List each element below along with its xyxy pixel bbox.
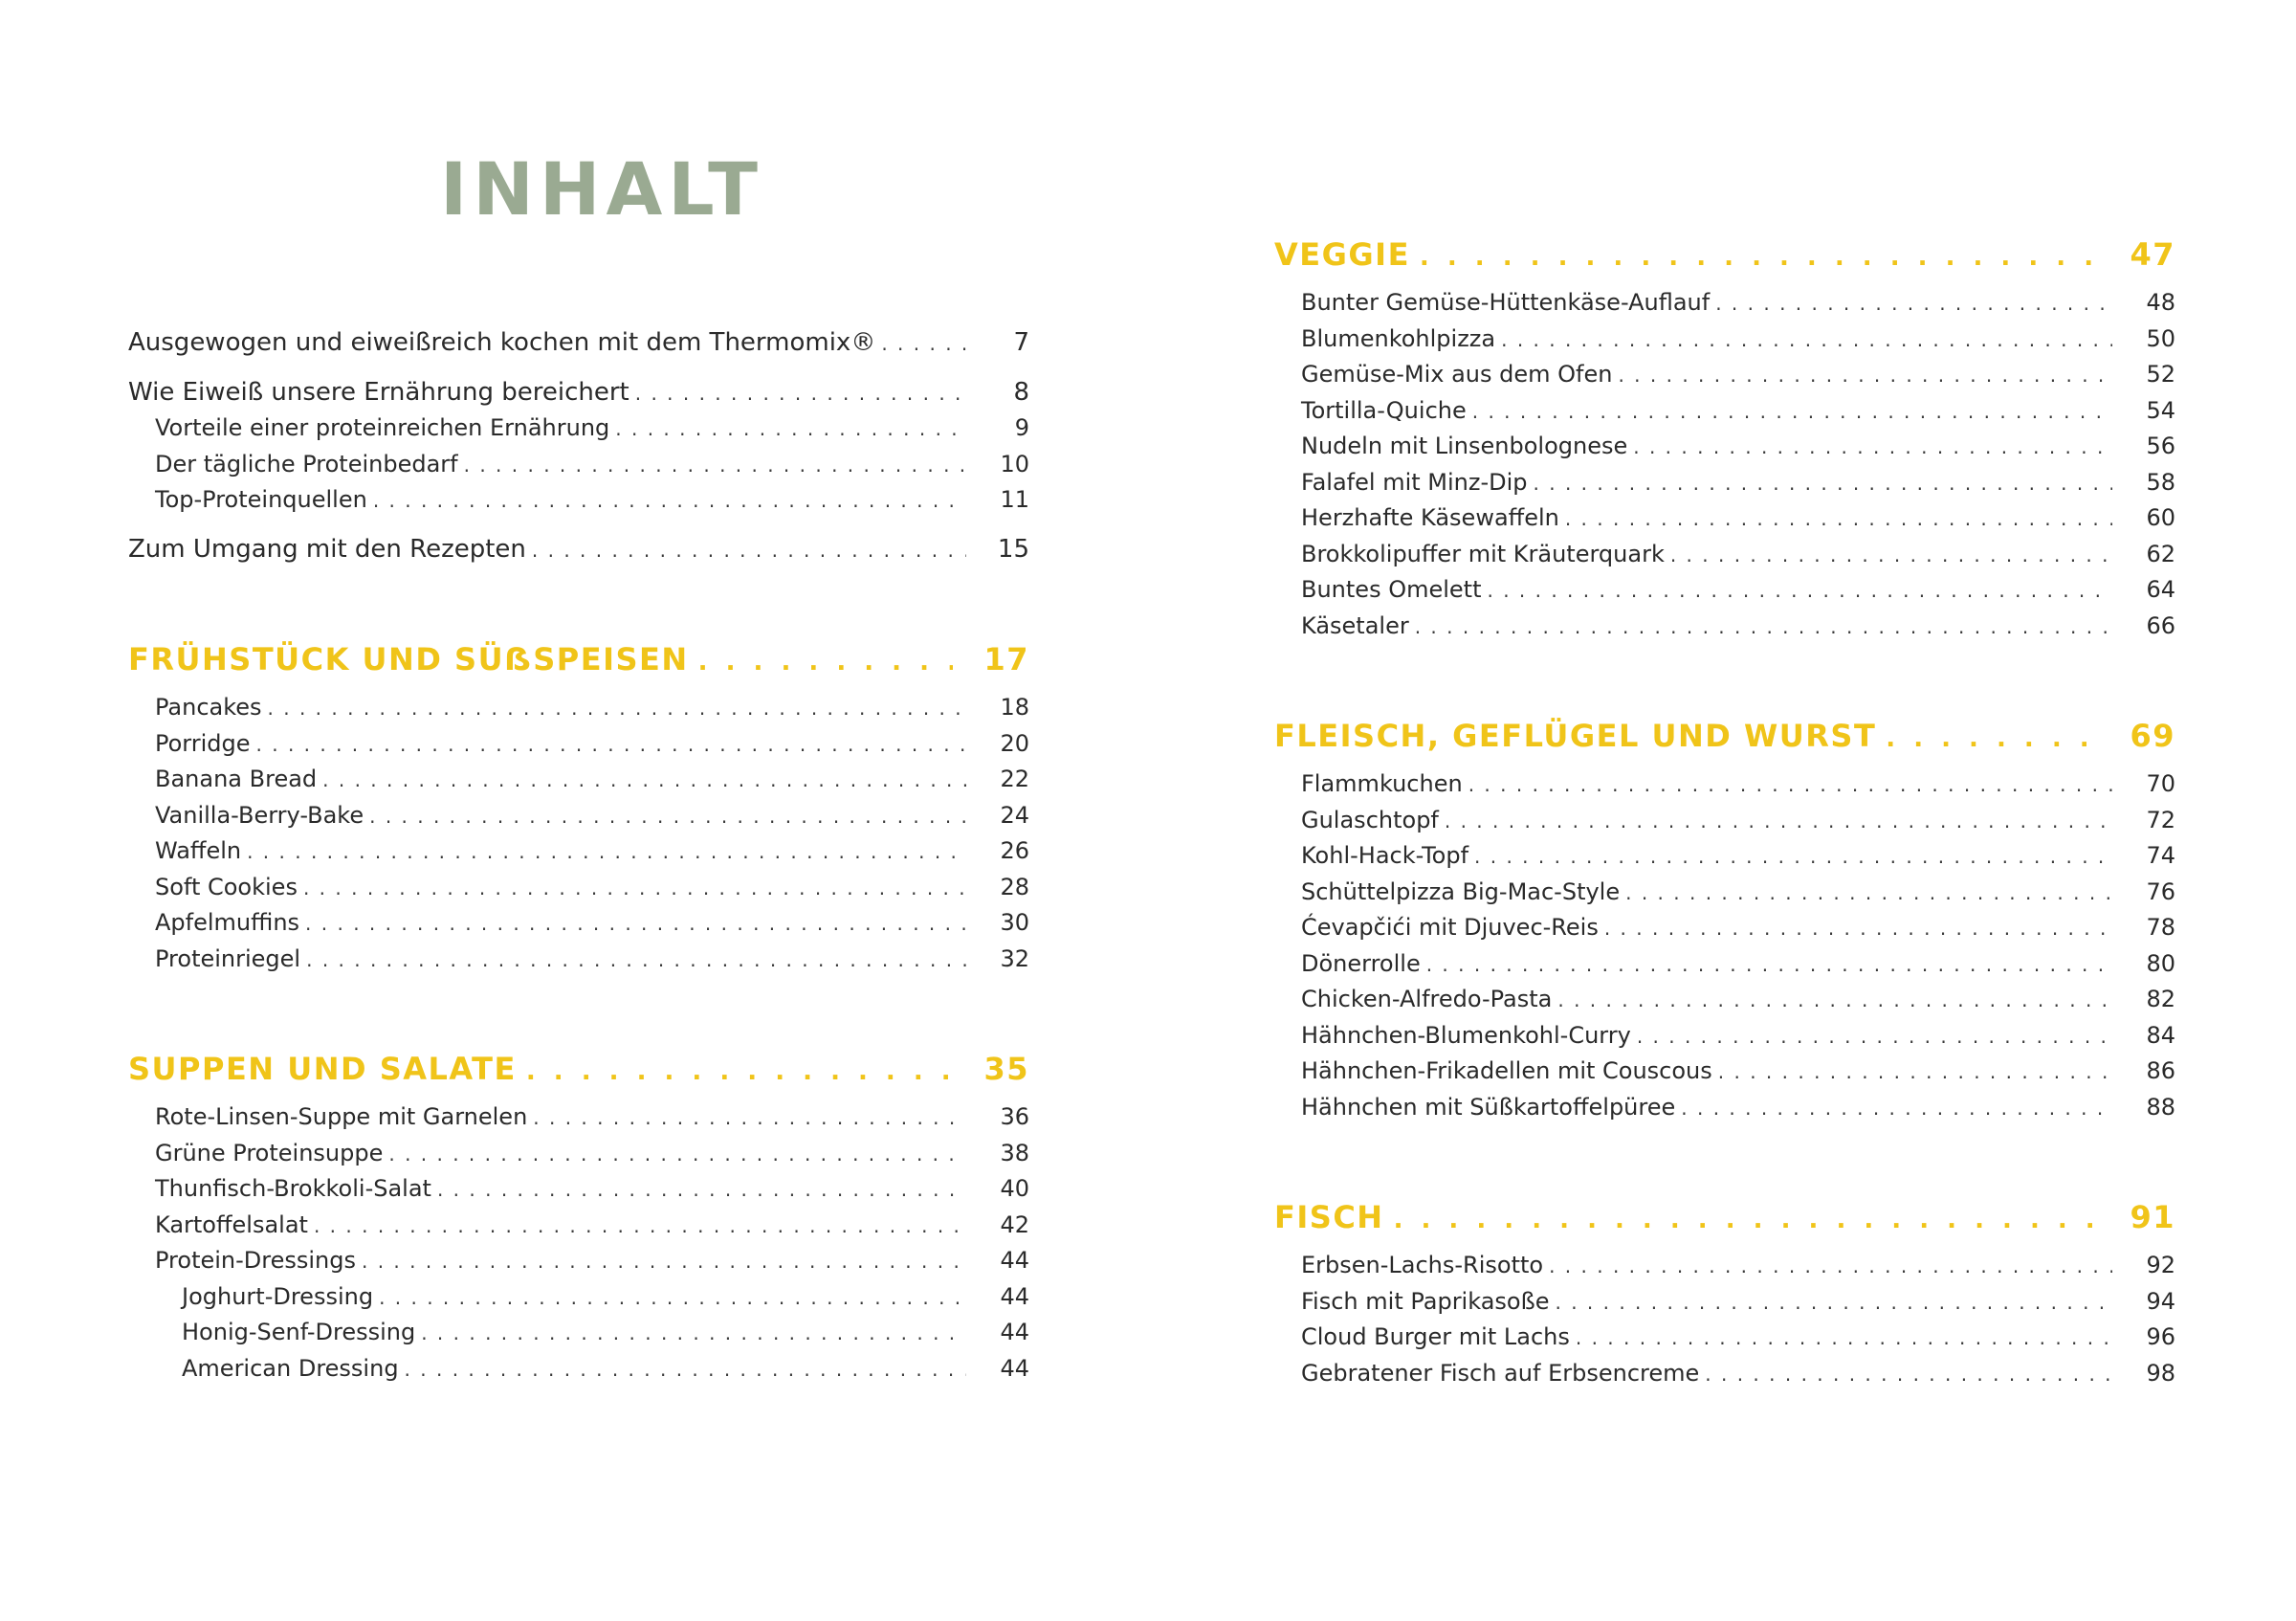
toc-entry — [128, 1208, 1029, 1244]
toc-entry — [128, 1279, 1029, 1316]
toc-entry-title: Wie Eiweiß unsere Ernährung bereichert — [128, 377, 629, 407]
toc-entry-page: 18 — [1000, 694, 1029, 721]
toc-entry-page: 60 — [2146, 504, 2175, 531]
toc-entry — [1274, 572, 2175, 609]
dot-leader — [1420, 233, 2099, 282]
toc-entry-page: 24 — [1000, 801, 1029, 829]
toc-entry-page: 50 — [2146, 324, 2175, 352]
dot-leader — [464, 448, 966, 484]
toc-entry-title: Joghurt-Dressing — [182, 1282, 374, 1310]
dot-leader — [1715, 286, 2112, 322]
dot-leader — [268, 691, 966, 727]
dot-leader — [532, 533, 966, 569]
toc-entry — [1274, 1054, 2175, 1090]
toc-entry-page: 54 — [2146, 396, 2175, 424]
toc-entry — [1274, 357, 2175, 393]
toc-entry — [1274, 609, 2175, 645]
section-title: FRÜHSTÜCK UND SÜẞSPEISEN — [128, 641, 689, 677]
spacer — [128, 519, 1029, 532]
toc-entry — [128, 532, 1029, 568]
toc-entry-title: Falafel mit Minz-Dip — [1301, 468, 1528, 496]
toc-entry-title: Ausgewogen und eiweißreich kochen mit dem Thermomix® — [128, 328, 876, 357]
page-title: INHALT — [440, 146, 763, 232]
toc-entry-page: 44 — [1000, 1282, 1029, 1310]
toc-entry-page: 88 — [2146, 1093, 2175, 1121]
section-heading — [128, 1044, 1029, 1094]
dot-leader — [437, 1172, 966, 1209]
dot-leader — [1501, 322, 2112, 359]
toc-entry-page: 44 — [1000, 1319, 1029, 1345]
toc-entry-page: 36 — [1000, 1103, 1029, 1130]
dot-leader — [615, 411, 966, 448]
toc-entry-page: 98 — [2146, 1359, 2175, 1387]
toc-entry — [128, 1315, 1029, 1351]
dot-leader — [533, 1100, 966, 1137]
toc-entry-page: 70 — [2146, 770, 2175, 797]
toc-entry — [1274, 946, 2175, 983]
toc-entry — [128, 726, 1029, 763]
toc-entry — [128, 690, 1029, 726]
dot-leader — [1604, 911, 2112, 947]
toc-entry — [128, 375, 1029, 411]
dot-leader — [1445, 804, 2112, 840]
dot-leader — [1633, 430, 2112, 466]
toc-entry-page: 62 — [2146, 540, 2175, 567]
dot-leader — [247, 834, 966, 871]
dot-leader — [303, 871, 966, 907]
toc-entry-page: 22 — [1000, 766, 1029, 792]
toc-entry-page: 80 — [2146, 949, 2175, 977]
toc-entry — [1274, 1356, 2175, 1392]
toc-entry-page: 26 — [1000, 837, 1029, 864]
section-heading — [1274, 230, 2175, 279]
toc-entry — [128, 942, 1029, 978]
section-title: FLEISCH, GEFLÜGEL UND WURST — [1274, 718, 1877, 754]
toc-entry-page: 84 — [2146, 1021, 2175, 1049]
toc-entry — [128, 762, 1029, 798]
toc-entry — [1274, 838, 2175, 875]
toc-entry-title: Kohl-Hack-Topf — [1301, 842, 1469, 869]
toc-entry — [128, 1243, 1029, 1279]
toc-entry-page: 10 — [1000, 450, 1029, 477]
dot-leader — [379, 1280, 966, 1317]
toc-entry-page: 78 — [2146, 914, 2175, 941]
toc-entry-title: Zum Umgang mit den Rezepten — [128, 534, 526, 564]
dot-leader — [306, 943, 966, 979]
section-spacer — [128, 977, 1029, 1044]
dot-leader — [1576, 1321, 2112, 1357]
toc-entry-title: Erbsen-Lachs-Risotto — [1301, 1252, 1544, 1278]
dot-leader — [881, 326, 966, 363]
toc-entry-page: 40 — [1000, 1175, 1029, 1202]
toc-entry — [128, 1351, 1029, 1388]
toc-entry-title: Porridge — [155, 729, 251, 757]
toc-entry-title: Schüttelpizza Big-Mac-Style — [1301, 877, 1621, 905]
toc-entry-page: 44 — [1000, 1354, 1029, 1382]
toc-entry-page: 30 — [1000, 909, 1029, 936]
spacer — [128, 362, 1029, 375]
dot-leader — [1534, 466, 2112, 502]
toc-entry-page: 44 — [1000, 1247, 1029, 1274]
toc-entry-title: Gemüse-Mix aus dem Ofen — [1301, 361, 1613, 388]
toc-entry — [1274, 1284, 2175, 1321]
dot-leader — [314, 1209, 966, 1245]
section-heading — [1274, 1192, 2175, 1242]
toc-entry-page: 58 — [2146, 468, 2175, 496]
toc-entry-title: Honig-Senf-Dressing — [182, 1319, 416, 1345]
dot-leader — [1618, 358, 2112, 394]
toc-entry-title: Proteinriegel — [155, 944, 301, 972]
dot-leader — [1886, 714, 2099, 764]
toc-right-column — [1274, 230, 2175, 1391]
toc-entry-title: Gebratener Fisch auf Erbsencreme — [1301, 1359, 1700, 1387]
section-heading — [1274, 711, 2175, 761]
toc-entry — [1274, 285, 2175, 322]
toc-entry-title: Der tägliche Proteinbedarf — [155, 450, 458, 477]
toc-entry — [128, 482, 1029, 519]
dot-leader — [1670, 538, 2112, 574]
toc-entry-page: 20 — [1000, 729, 1029, 757]
section-title: SUPPEN UND SALATE — [128, 1051, 517, 1087]
toc-entry-page: 74 — [2146, 842, 2175, 869]
toc-entry — [1274, 766, 2175, 803]
toc-entry — [1274, 429, 2175, 465]
toc-entry-title: Gulaschtopf — [1301, 806, 1439, 833]
dot-leader — [1549, 1249, 2112, 1285]
toc-entry-title: Käsetaler — [1301, 611, 1409, 639]
toc-entry-title: Chicken-Alfredo-Pasta — [1301, 986, 1553, 1012]
toc-entry — [1274, 910, 2175, 946]
toc-entry-title: Thunfisch-Brokkoli-Salat — [155, 1175, 431, 1202]
toc-entry-page: 66 — [2146, 611, 2175, 639]
section-spacer — [1274, 644, 2175, 711]
dot-leader — [369, 799, 966, 835]
toc-entry — [128, 870, 1029, 906]
toc-entry — [128, 1136, 1029, 1172]
toc-entry-title: Hähnchen mit Süßkartoffelpüree — [1301, 1093, 1676, 1121]
dot-leader — [1555, 1285, 2112, 1321]
toc-entry-title: American Dressing — [182, 1354, 399, 1382]
toc-entry — [1274, 393, 2175, 430]
dot-leader — [421, 1316, 966, 1352]
toc-entry — [1274, 537, 2175, 573]
dot-leader — [526, 1047, 953, 1097]
dot-leader — [1718, 1055, 2112, 1091]
toc-entry — [128, 1099, 1029, 1136]
toc-entry-title: Tortilla-Quiche — [1301, 396, 1467, 424]
dot-leader — [1557, 983, 2112, 1019]
toc-entry — [128, 1171, 1029, 1208]
section-spacer — [1274, 1125, 2175, 1192]
dot-leader — [1565, 501, 2112, 538]
toc-entry-title: Blumenkohlpizza — [1301, 324, 1496, 352]
toc-entry — [1274, 803, 2175, 839]
toc-entry — [128, 905, 1029, 942]
toc-entry-page: 8 — [1013, 377, 1029, 407]
toc-entry-title: Flammkuchen — [1301, 770, 1463, 797]
toc-entry-title: Protein-Dressings — [155, 1247, 356, 1274]
toc-entry-page: 96 — [2146, 1323, 2175, 1350]
section-spacer — [128, 567, 1029, 634]
toc-entry — [128, 798, 1029, 834]
section-page: 47 — [2130, 236, 2175, 273]
toc-entry-page: 11 — [1000, 486, 1029, 513]
toc-entry-page: 38 — [1000, 1139, 1029, 1166]
toc-entry-title: Vorteile einer proteinreichen Ernährung — [155, 414, 610, 441]
toc-entry-title: Hähnchen-Frikadellen mit Couscous — [1301, 1057, 1712, 1084]
toc-entry-page: 86 — [2146, 1057, 2175, 1084]
dot-leader — [698, 637, 953, 687]
dot-leader — [635, 376, 966, 412]
toc-entry-page: 48 — [2146, 289, 2175, 316]
dot-leader — [1474, 839, 2112, 876]
toc-entry-title: Ćevapčići mit Djuvec-Reis — [1301, 914, 1599, 941]
dot-leader — [388, 1137, 966, 1173]
toc-entry — [1274, 1320, 2175, 1356]
toc-entry-page: 56 — [2146, 433, 2175, 459]
toc-entry-page: 82 — [2146, 986, 2175, 1012]
toc-entry — [1274, 322, 2175, 358]
toc-entry-title: Dönerrolle — [1301, 949, 1421, 977]
toc-entry-title: Fisch mit Paprikasoße — [1301, 1287, 1550, 1315]
toc-entry-title: Buntes Omelett — [1301, 576, 1482, 603]
toc-entry-title: Rote-Linsen-Suppe mit Garnelen — [155, 1103, 528, 1130]
toc-entry — [128, 447, 1029, 483]
toc-entry — [128, 325, 1029, 362]
toc-entry-title: Waffeln — [155, 837, 242, 864]
dot-leader — [305, 906, 966, 943]
toc-entry-title: Grüne Proteinsuppe — [155, 1139, 384, 1166]
toc-entry-page: 76 — [2146, 877, 2175, 905]
toc-entry — [1274, 1090, 2175, 1126]
dot-leader — [1468, 767, 2112, 804]
dot-leader — [1415, 610, 2112, 646]
toc-entry-page: 94 — [2146, 1287, 2175, 1315]
toc-entry-title: Pancakes — [155, 694, 262, 721]
toc-entry-title: Brokkolipuffer mit Kräuterquark — [1301, 540, 1665, 567]
section-page: 69 — [2130, 718, 2175, 754]
dot-leader — [1625, 876, 2112, 912]
toc-entry — [1274, 1248, 2175, 1284]
toc-entry-title: Hähnchen-Blumenkohl-Curry — [1301, 1021, 1631, 1049]
toc-entry-title: Vanilla-Berry-Bake — [155, 801, 364, 829]
toc-entry-title: Apfelmuffins — [155, 909, 300, 936]
dot-leader — [1394, 1195, 2099, 1245]
toc-entry-page: 42 — [1000, 1210, 1029, 1238]
toc-entry — [1274, 1018, 2175, 1055]
toc-entry-title: Top-Proteinquellen — [155, 486, 367, 513]
section-title: VEGGIE — [1274, 236, 1410, 273]
section-heading — [128, 634, 1029, 684]
toc-entry-page: 52 — [2146, 361, 2175, 388]
toc-entry-title: Nudeln mit Linsenbolognese — [1301, 433, 1628, 459]
dot-leader — [1426, 947, 2112, 984]
toc-entry — [1274, 465, 2175, 501]
dot-leader — [1681, 1091, 2112, 1127]
toc-entry-page: 28 — [1000, 873, 1029, 900]
dot-leader — [256, 727, 966, 764]
toc-entry-title: Cloud Burger mit Lachs — [1301, 1323, 1570, 1350]
toc-entry — [1274, 875, 2175, 911]
section-page: 17 — [983, 641, 1029, 677]
toc-entry-title: Kartoffelsalat — [155, 1210, 308, 1238]
dot-leader — [373, 483, 966, 520]
section-page: 35 — [983, 1051, 1029, 1087]
dot-leader — [362, 1244, 966, 1280]
dot-leader — [1705, 1357, 2112, 1393]
toc-entry — [128, 411, 1029, 447]
toc-entry-page: 72 — [2146, 806, 2175, 833]
dot-leader — [405, 1352, 966, 1388]
toc-entry — [128, 833, 1029, 870]
toc-entry-page: 64 — [2146, 576, 2175, 603]
toc-entry-page: 15 — [997, 534, 1029, 564]
dot-leader — [1487, 573, 2112, 610]
toc-entry-title: Bunter Gemüse-Hüttenkäse-Auflauf — [1301, 289, 1711, 316]
toc-entry — [1274, 500, 2175, 537]
dot-leader — [322, 763, 966, 799]
toc-entry-title: Herzhafte Käsewaffeln — [1301, 504, 1559, 531]
toc-entry-title: Banana Bread — [155, 766, 318, 792]
dot-leader — [1637, 1019, 2112, 1055]
toc-entry-title: Soft Cookies — [155, 873, 298, 900]
toc-entry-page: 92 — [2146, 1252, 2175, 1278]
toc-left-column — [128, 325, 1029, 1387]
toc-entry-page: 32 — [1000, 944, 1029, 972]
section-page: 91 — [2130, 1199, 2175, 1235]
toc-entry-page: 7 — [1013, 328, 1029, 357]
section-title: FISCH — [1274, 1199, 1384, 1235]
toc-entry — [1274, 982, 2175, 1018]
dot-leader — [1472, 394, 2112, 431]
toc-entry-page: 9 — [1014, 414, 1029, 441]
